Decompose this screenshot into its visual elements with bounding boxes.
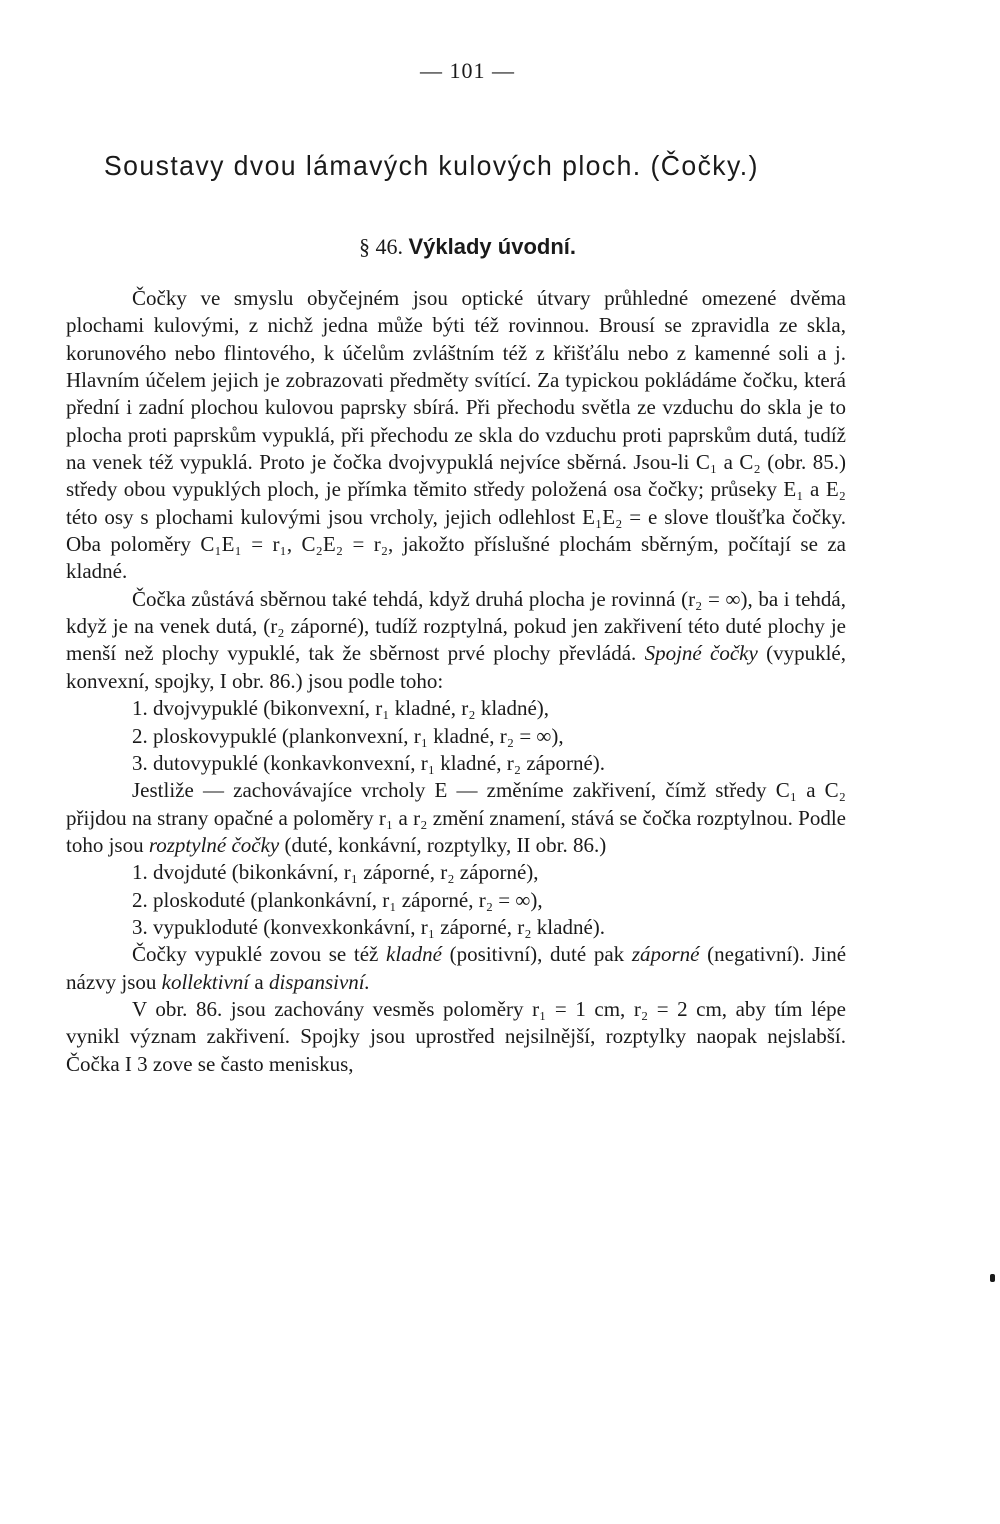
term-zaporne: záporné bbox=[631, 942, 700, 967]
paragraph-1: Čočky ve smyslu obyčejném jsou optické útvary průhledné omezené dvěma plochami kulovými, z nichž jedna může býti též rovinnou. Brousí se zpravidla ze skla, korunového nebo flintového, k účelům zvláštním též z křišťálu nebo z kamenné soli a j. Hlavním účelem jejich je zobrazovati předměty svítící. Za typickou pokládáme čočku, která přední i zadní plochou kulovou paprsky sbírá. Při přechodu světla ze vzduchu do skla je to plocha proti paprskům vypuklá, při přechodu ze skla do vzduchu proti paprskům dutá, tudíž na venek též vypuklá. Proto je čočka dvojvypuklá nejvíce sběrná. Jsou-li C₁ a C₂ (obr. 85.) středy obou vypuklých ploch, je přímka těmito středy položená osa čočky; průseky E₁ a E₂ této osy s plochami kulovými jsou vrcholy, jejich odlehlost E₁E₂ = e slove tloušťka čočky. Oba poloměry C₁E₁ = r₁, C₂E₂ = r₂, jakožto příslušné plochám sběrným, počítají se za kladné. bbox=[66, 286, 846, 584]
section-name: Výklady úvodní. bbox=[408, 234, 576, 259]
paragraph-4-text: Čočky vypuklé zovou se též bbox=[132, 942, 379, 967]
list-item: 1. dvojduté (bikonkávní, r₁ záporné, r₂ záporné), bbox=[132, 860, 539, 885]
list-item: 3. dutovypuklé (konkavkonvexní, r₁ kladné, r₂ záporné). bbox=[132, 750, 606, 775]
list-item: 2. ploskovypuklé (plankonvexní, r₁ kladné, r₂ = ∞), bbox=[132, 723, 564, 748]
paragraph-2-tail: (vypuklé, konvexní, spojky, I obr. 86.) jsou podle toho: bbox=[66, 641, 846, 693]
term-spojne-cocky: Spojné čočky bbox=[644, 641, 758, 666]
list-item: 2. ploskoduté (plankonkávní, r₁ záporné, r₂ = ∞), bbox=[132, 887, 543, 912]
page-number: — 101 — bbox=[420, 58, 515, 83]
term-rozptylne-cocky: rozptylné čočky bbox=[148, 832, 280, 857]
paragraph-2-text: Čočka zůstává sběrnou také tehdá, když druhá plocha je rovinná (r₂ = ∞), ba i tehdá, když je na venek dutá, (r₂ záporné), tudíž rozptylná, pokud jen zakřivení této duté plochy je menší než plochy vypuklé, tak že sběrnost prvé plochy převládá. bbox=[66, 586, 846, 666]
term-kollektivni: kollektivní bbox=[161, 969, 250, 994]
margin-mark bbox=[990, 1274, 995, 1282]
paragraph-4-text: (negativní). Jiné názvy jsou bbox=[66, 942, 847, 994]
section-heading bbox=[0, 234, 935, 260]
paragraph-3 bbox=[66, 777, 846, 859]
section-number: § 46. bbox=[359, 234, 403, 259]
paragraph-5: V obr. 86. jsou zachovány vesměs poloměry r₁ = 1 cm, r₂ = 2 cm, aby tím lépe vynikl význam zakřivení. Spojky jsou uprostřed nejsilnější, rozptylky naopak nejslabší. Čočka I 3 zove se často meniskus, bbox=[66, 996, 846, 1076]
paragraph-3-text: Jestliže — zachovávajíce vrcholy E — změníme zakřivení, čímž středy C₁ a C₂ přijdou na strany opačné a poloměry r₁ a r₂ změní znamení, stává se čočka rozptylnou. Podle toho jsou bbox=[66, 778, 846, 857]
term-dispansivni: dispansivní. bbox=[268, 969, 370, 994]
paragraph-3-tail: (duté, konkávní, rozptylky, II obr. 86.) bbox=[284, 832, 607, 857]
list-item: 3. vypukloduté (konvexkonkávní, r₁ záporné, r₂ kladné). bbox=[132, 914, 606, 939]
body-text bbox=[66, 285, 846, 1078]
list-item: 1. dvojvypuklé (bikonvexní, r₁ kladné, r₂ kladné), bbox=[132, 696, 550, 721]
term-kladne: kladné bbox=[386, 942, 442, 967]
concave-lens-list bbox=[66, 859, 846, 941]
paragraph-2 bbox=[66, 586, 846, 695]
paragraph-4-text: a bbox=[254, 969, 264, 994]
chapter-title: Soustavy dvou lámavých kulových ploch. (Čočky.) bbox=[104, 150, 759, 181]
convex-lens-list bbox=[66, 695, 846, 777]
paragraph-4 bbox=[66, 941, 846, 996]
paragraph-4-text: (positivní), duté pak bbox=[449, 942, 625, 967]
